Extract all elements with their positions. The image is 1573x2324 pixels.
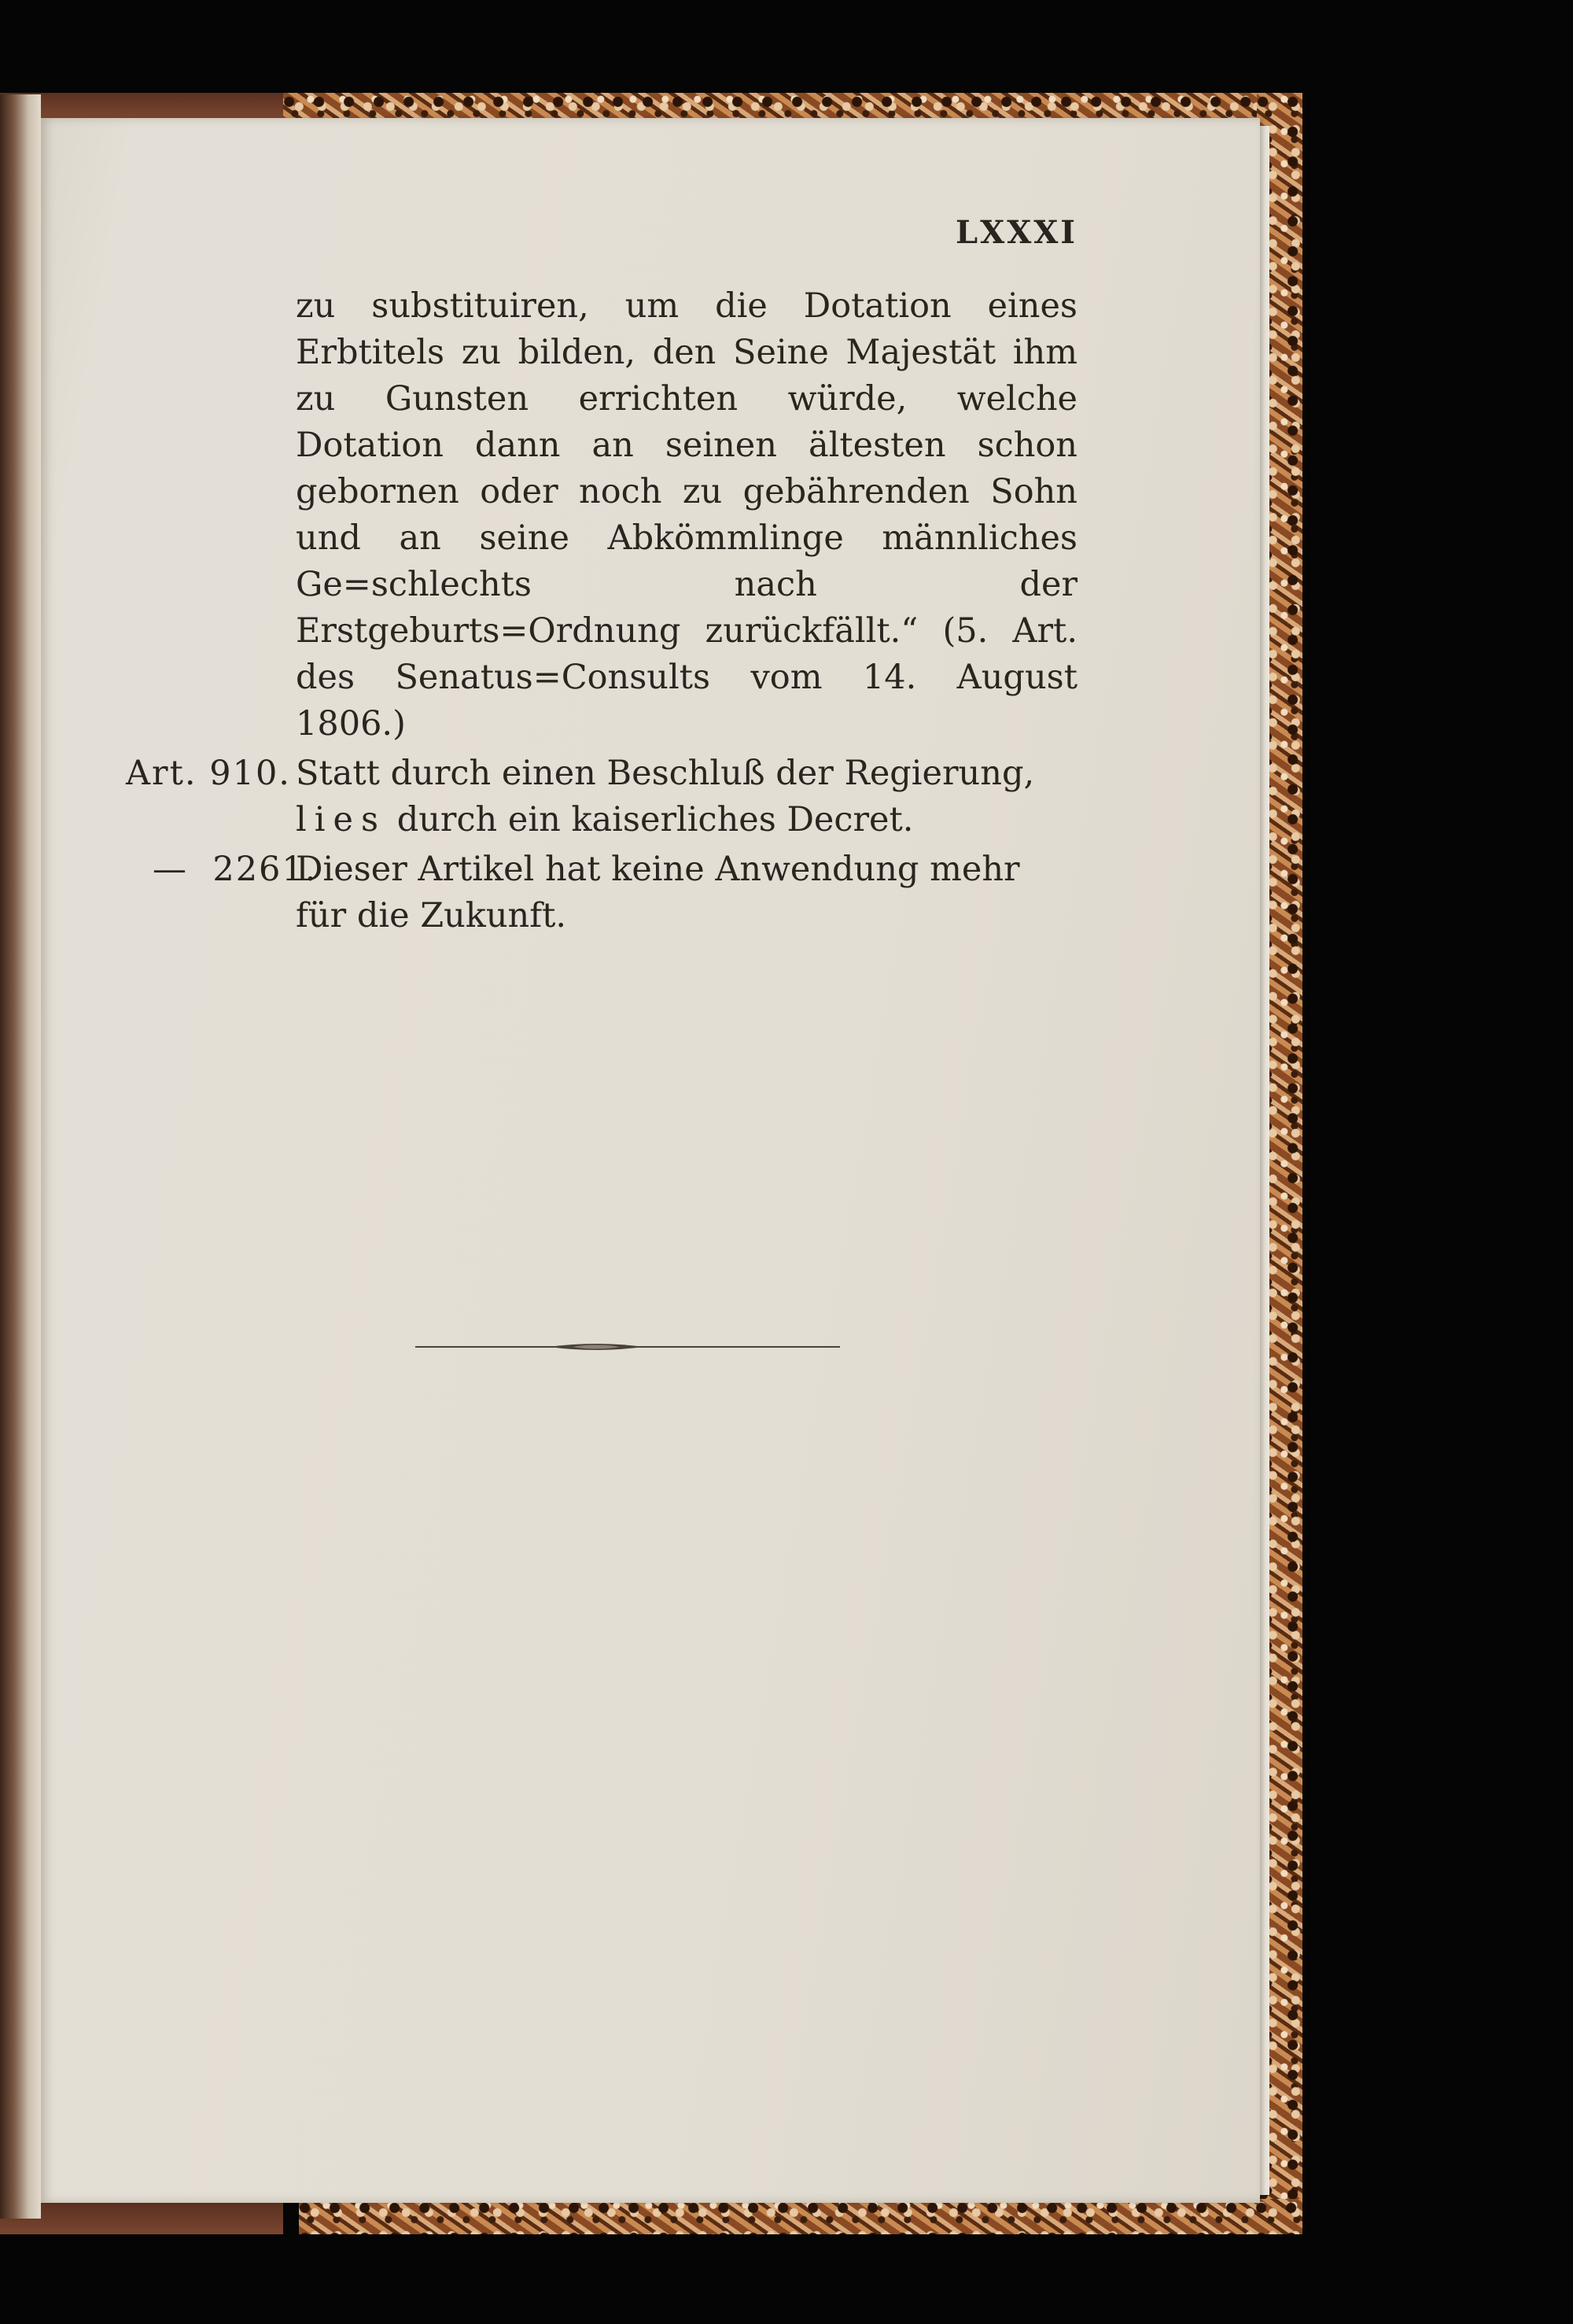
book-cover-bottom-strip	[0, 2203, 283, 2234]
paragraph-text: zu substituiren, um die Dotation eines Erbtitels zu bilden, den Seine Majestät ihm zu Gunsten errichten würde, welche Dotation dann an seinen ältesten schon gebornen oder noch zu gebährenden Sohn und an seine Abkömmlinge männliches Ge=schlechts nach der Erstgeburts=Ordnung zurückfällt.“ (5. Art. des Senatus=Consults vom 14. August 1806.)	[296, 286, 1078, 743]
entry-text	[296, 754, 1034, 839]
bottom-page-edge-marbled	[299, 2199, 1302, 2234]
article-reference: — 2261.	[153, 850, 318, 889]
entry-text: Dieser Artikel hat keine Anwendung mehr für die Zukunft.	[296, 850, 1020, 935]
entry-text-spaced: lies	[296, 800, 387, 839]
article-reference: Art. 910.	[126, 754, 291, 793]
entry-text-before: Statt durch einen Beschluß der Regierung,	[296, 754, 1035, 793]
book-cover-top-strip	[0, 93, 283, 118]
continued-paragraph	[118, 283, 1078, 747]
book-spine-gutter	[0, 94, 41, 2219]
page-number-roman: LXXXI	[956, 214, 1078, 251]
end-ornament-rule	[415, 1339, 840, 1355]
errata-entry	[118, 847, 1078, 939]
entry-text-after: durch ein kaiserliches Decret.	[386, 800, 914, 839]
errata-entry	[118, 751, 1078, 843]
page-text-body	[118, 283, 1078, 939]
